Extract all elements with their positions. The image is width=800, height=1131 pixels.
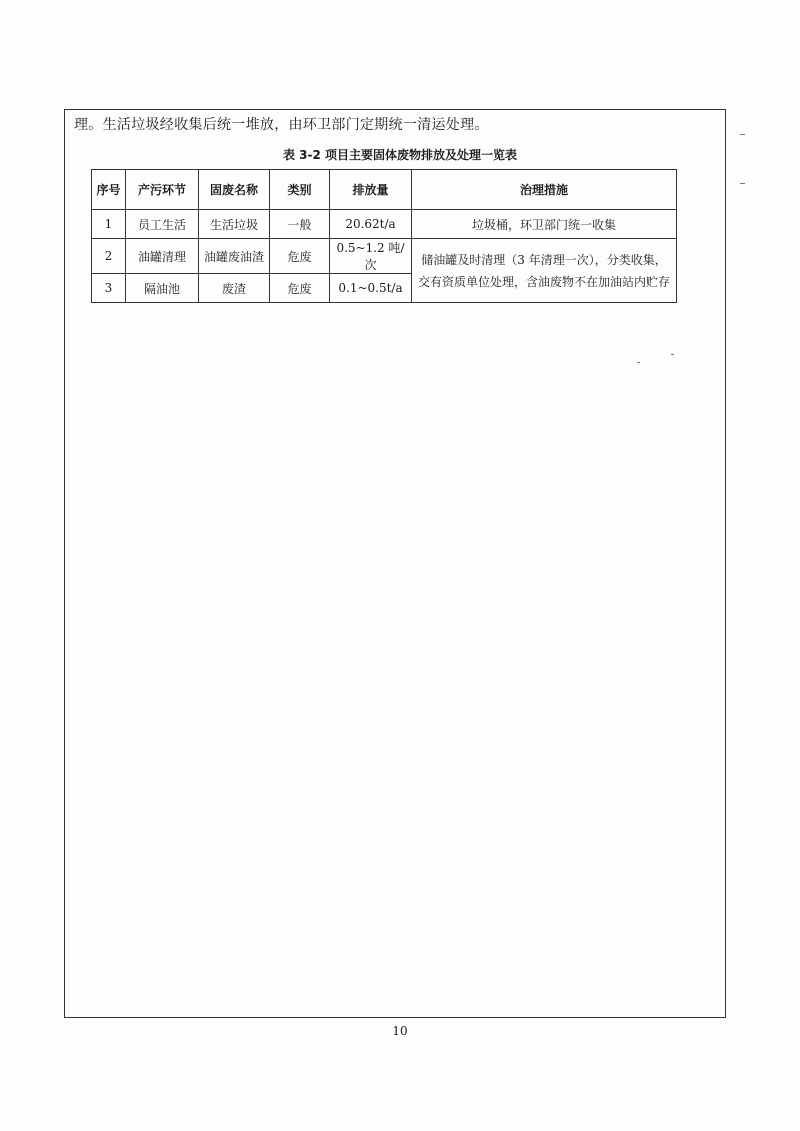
table-row (92, 239, 677, 274)
cell-measure-merged: 储油罐及时清理（3 年清理一次），分类收集，交有资质单位处理，含油废物不在加油站内贮存 (412, 239, 677, 303)
intro-paragraph: 理。生活垃圾经收集后统一堆放，由环卫部门定期统一清运处理。 (74, 117, 489, 133)
cell-amount: 0.5~1.2 吨/次 (330, 239, 412, 274)
header-type: 类别 (270, 170, 330, 210)
cell-measure: 垃圾桶，环卫部门统一收集 (412, 210, 677, 239)
solid-waste-table (91, 169, 677, 303)
cell-no: 3 (92, 274, 126, 303)
cell-stage: 隔油池 (126, 274, 199, 303)
header-no: 序号 (92, 170, 126, 210)
header-name: 固废名称 (199, 170, 270, 210)
scan-mark (740, 134, 745, 135)
scan-mark (671, 354, 674, 355)
table-header-row (92, 170, 677, 210)
cell-type: 危废 (270, 274, 330, 303)
cell-name: 油罐废油渣 (199, 239, 270, 274)
cell-stage: 油罐清理 (126, 239, 199, 274)
cell-stage: 员工生活 (126, 210, 199, 239)
cell-type: 危废 (270, 239, 330, 274)
cell-no: 2 (92, 239, 126, 274)
header-measure: 治理措施 (412, 170, 677, 210)
cell-no: 1 (92, 210, 126, 239)
cell-amount: 20.62t/a (330, 210, 412, 239)
cell-name: 生活垃圾 (199, 210, 270, 239)
cell-amount: 0.1~0.5t/a (330, 274, 412, 303)
scan-mark (637, 362, 640, 363)
cell-type: 一般 (270, 210, 330, 239)
header-stage: 产污环节 (126, 170, 199, 210)
table-row (92, 210, 677, 239)
table-caption: 表 3-2 项目主要固体废物排放及处理一览表 (282, 148, 518, 162)
cell-name: 废渣 (199, 274, 270, 303)
header-amount: 排放量 (330, 170, 412, 210)
page-number: 10 (392, 1024, 408, 1038)
scan-mark (740, 183, 745, 184)
